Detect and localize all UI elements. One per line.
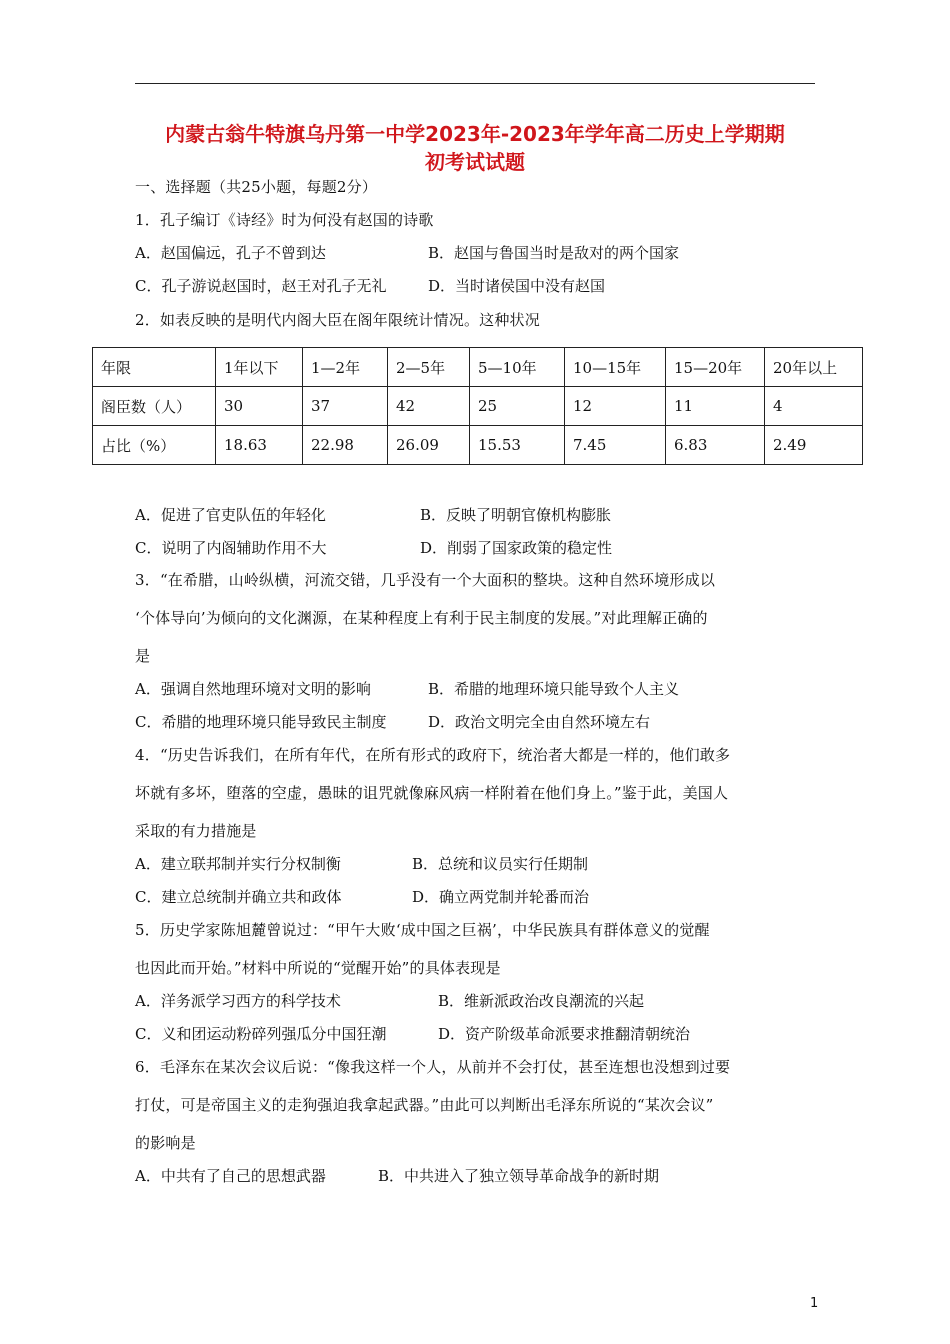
q2-stem: 2．如表反映的是明代内阁大臣在阁年限统计情况。这种状况 [135, 311, 540, 329]
table-cell: 4 [765, 387, 863, 426]
q1-option-c: C．孔子游说赵国时，赵王对孔子无礼 [135, 277, 387, 295]
q5-stem-line2: 也因此而开始。”材料中所说的“觉醒开始”的具体表现是 [135, 959, 501, 977]
table-cell: 37 [303, 387, 388, 426]
table-row [93, 387, 863, 426]
q1-stem: 1．孔子编订《诗经》时为何没有赵国的诗歌 [135, 211, 434, 229]
q4-stem-line2: 坏就有多坏，堕落的空虚，愚昧的诅咒就像麻风病一样附着在他们身上。”鉴于此，美国人 [135, 784, 729, 802]
q3-stem-line1: 3．“在希腊，山岭纵横，河流交错，几乎没有一个大面积的整块。这种自然环境形成以 [135, 571, 716, 589]
q4-stem-line3: 采取的有力措施是 [135, 822, 257, 840]
q5-option-d: D．资产阶级革命派要求推翻清朝统治 [438, 1025, 691, 1043]
table-header-cell: 15—20年 [666, 348, 765, 387]
q3-option-a: A．强调自然地理环境对文明的影响 [135, 680, 371, 698]
q3-stem-line3: 是 [135, 647, 151, 665]
q6-stem-line3: 的影响是 [135, 1134, 196, 1152]
table-cell: 阁臣数（人） [93, 387, 216, 426]
page-number: 1 [810, 1296, 819, 1311]
q2-option-a: A．促进了官吏队伍的年轻化 [135, 506, 326, 524]
q6-option-a: A．中共有了自己的思想武器 [135, 1167, 326, 1185]
table-cell: 18.63 [216, 426, 303, 465]
table-cell: 42 [388, 387, 470, 426]
table-header-cell: 10—15年 [565, 348, 666, 387]
table-cell: 12 [565, 387, 666, 426]
table-cell: 25 [470, 387, 565, 426]
q4-option-b: B．总统和议员实行任期制 [412, 855, 589, 873]
q4-option-c: C．建立总统制并确立共和政体 [135, 888, 342, 906]
table-header-cell: 2—5年 [388, 348, 470, 387]
table-cell: 2.49 [765, 426, 863, 465]
section-heading: 一、选择题（共25小题，每题2分） [135, 178, 378, 196]
q2-option-b: B．反映了明朝官僚机构膨胀 [420, 506, 612, 524]
q5-option-b: B．维新派政治改良潮流的兴起 [438, 992, 645, 1010]
q3-option-d: D．政治文明完全由自然环境左右 [428, 713, 651, 731]
q3-stem-line2: ‘个体导向’为倾向的文化渊源，在某种程度上有利于民主制度的发展。”对此理解正确的 [135, 609, 708, 627]
table-cell: 占比（%） [93, 426, 216, 465]
q3-option-b: B．希腊的地理环境只能导致个人主义 [428, 680, 680, 698]
table-cell: 15.53 [470, 426, 565, 465]
q6-stem-line1: 6．毛泽东在某次会议后说：“像我这样一个人，从前并不会打仗，甚至连想也没想到过要 [135, 1058, 731, 1076]
q1-option-d: D．当时诸侯国中没有赵国 [428, 277, 606, 295]
table-header-cell: 1—2年 [303, 348, 388, 387]
q5-option-a: A．洋务派学习西方的科学技术 [135, 992, 341, 1010]
q6-option-b: B．中共进入了独立领导革命战争的新时期 [378, 1167, 660, 1185]
table-cell: 6.83 [666, 426, 765, 465]
table-cell: 7.45 [565, 426, 666, 465]
q4-option-a: A．建立联邦制并实行分权制衡 [135, 855, 341, 873]
q3-option-c: C．希腊的地理环境只能导致民主制度 [135, 713, 387, 731]
table-header-cell: 20年以上 [765, 348, 863, 387]
q6-stem-line2: 打仗，可是帝国主义的走狗强迫我拿起武器。”由此可以判断出毛泽东所说的“某次会议” [135, 1096, 714, 1114]
q4-stem-line1: 4．“历史告诉我们，在所有年代，在所有形式的政府下，统治者大都是一样的，他们敢多 [135, 746, 731, 764]
table-cell: 30 [216, 387, 303, 426]
table-header-cell: 5—10年 [470, 348, 565, 387]
exam-title-line1: 内蒙古翁牛特旗乌丹第一中学2023年-2023年学年高二历史上学期期 [165, 122, 785, 146]
table-row [93, 426, 863, 465]
header-rule [135, 83, 815, 84]
q5-option-c: C．义和团运动粉碎列强瓜分中国狂潮 [135, 1025, 387, 1043]
exam-title-line2: 初考试试题 [425, 150, 525, 174]
q1-option-a: A．赵国偏远，孔子不曾到达 [135, 244, 326, 262]
table-cell: 26.09 [388, 426, 470, 465]
q2-option-c: C．说明了内阁辅助作用不大 [135, 539, 327, 557]
table-header-cell: 1年以下 [216, 348, 303, 387]
q2-option-d: D．削弱了国家政策的稳定性 [420, 539, 613, 557]
table-header-cell: 年限 [93, 348, 216, 387]
q1-option-b: B．赵国与鲁国当时是敌对的两个国家 [428, 244, 680, 262]
cabinet-tenure-table [92, 347, 863, 465]
table-cell: 11 [666, 387, 765, 426]
q4-option-d: D．确立两党制并轮番而治 [412, 888, 590, 906]
q5-stem-line1: 5．历史学家陈旭麓曾说过：“甲午大败‘成中国之巨祸’，中华民族具有群体意义的觉醒 [135, 921, 710, 939]
table-header-row [93, 348, 863, 387]
table-cell: 22.98 [303, 426, 388, 465]
